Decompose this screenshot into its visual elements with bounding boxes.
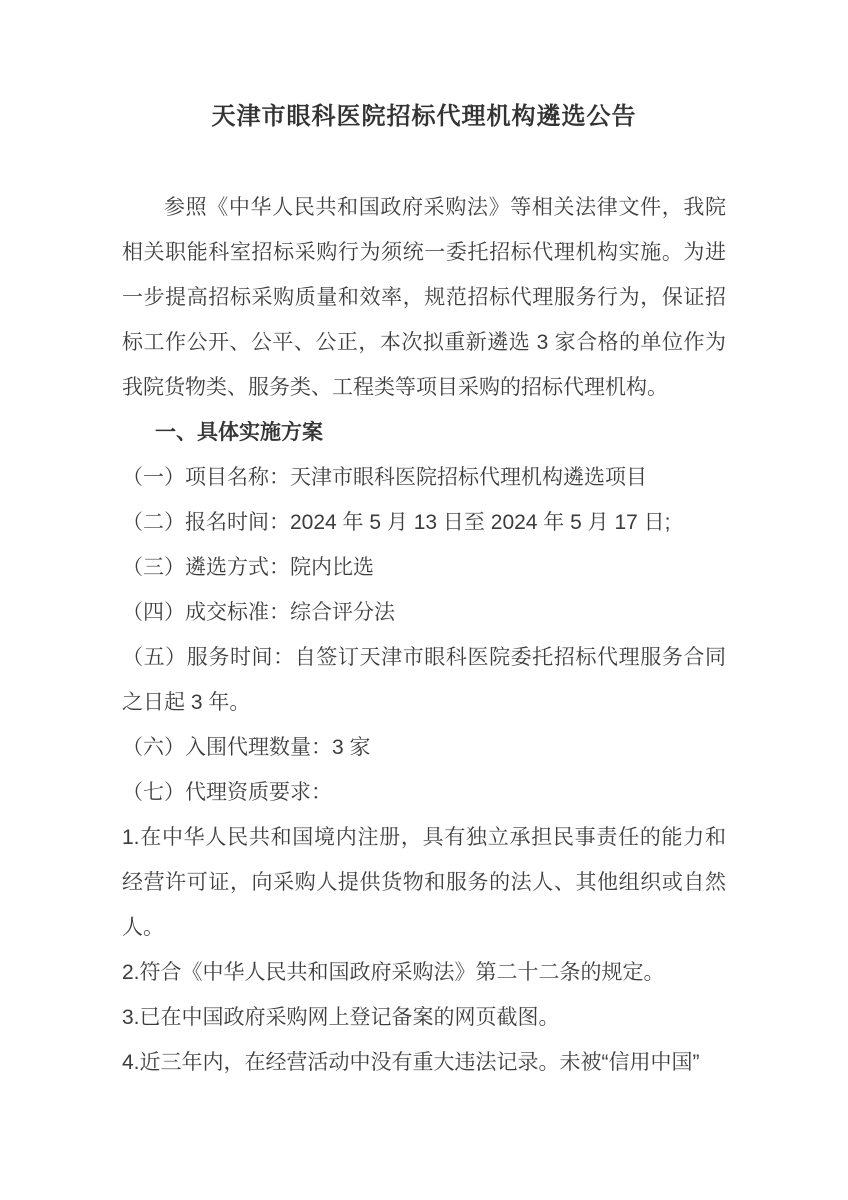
item-registration-time: （二）报名时间：2024 年 5 月 13 日至 2024 年 5 月 17 日; (122, 511, 671, 534)
intro-paragraph: 参照《中华人民共和国政府采购法》等相关法律文件，我院相关职能科室招标采购行为须统一委托招标代理机构实施。为进一步提高招标采购质量和效率，规范招标代理服务行为，保证招标工作公开、公平、公正，本次拟重新遴选 3 家合格的单位作为我院货物类、服务类、工程类等项目采购的招标代理机构。 (122, 196, 726, 399)
item-qualification-requirements: （七）代理资质要求： (122, 781, 332, 804)
section-heading: 一、具体实施方案 (155, 421, 323, 444)
requirement-4: 4.近三年内，在经营活动中没有重大违法记录。未被“信用中国” (122, 1051, 700, 1074)
document-title: 天津市眼科医院招标代理机构遴选公告 (211, 103, 637, 130)
requirement-3: 3.已在中国政府采购网上登记备案的网页截图。 (122, 1006, 560, 1029)
item-shortlist-count: （六）入围代理数量：3 家 (122, 736, 371, 759)
item-selection-method: （三）遴选方式：院内比选 (122, 556, 374, 579)
item-service-period: （五）服务时间：自签订天津市眼科医院委托招标代理服务合同之日起 3 年。 (122, 646, 726, 714)
item-award-criteria: （四）成交标准：综合评分法 (122, 601, 395, 624)
requirement-2: 2.符合《中华人民共和国政府采购法》第二十二条的规定。 (122, 961, 665, 984)
item-project-name: （一）项目名称：天津市眼科医院招标代理机构遴选项目 (122, 466, 647, 489)
requirement-1: 1.在中华人民共和国境内注册，具有独立承担民事责任的能力和经营许可证，向采购人提供货物和服务的法人、其他组织或自然人。 (122, 826, 726, 939)
